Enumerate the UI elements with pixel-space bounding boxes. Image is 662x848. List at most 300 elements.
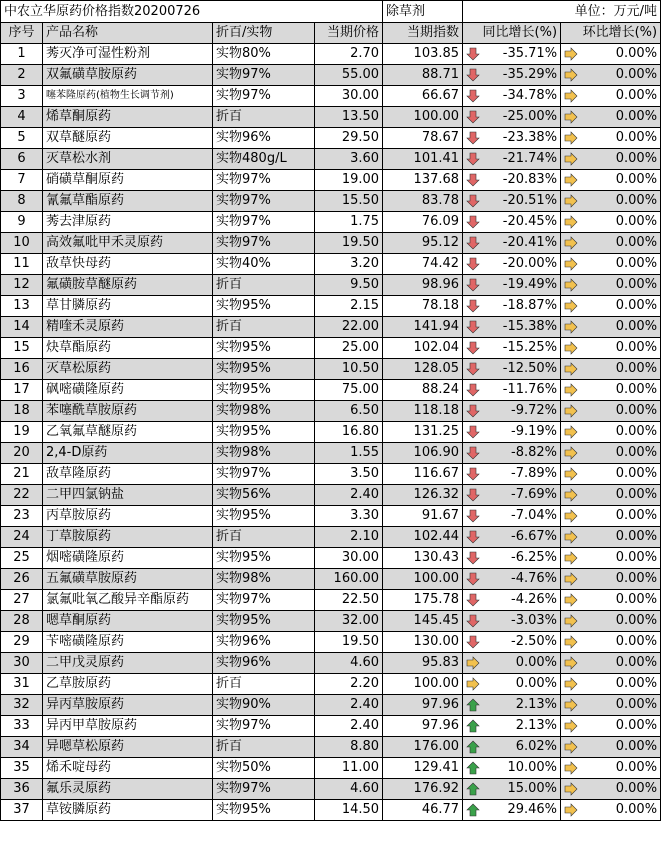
- table-row: [1, 296, 661, 317]
- arrow-up-icon: [466, 782, 480, 796]
- row-price: 22.50: [315, 590, 383, 611]
- row-price: 16.80: [315, 422, 383, 443]
- row-spec: 实物96%: [213, 653, 315, 674]
- row-spec: 折百: [213, 737, 315, 758]
- arrow-right-icon: [564, 341, 578, 355]
- arrow-right-icon: [466, 677, 480, 691]
- arrow-down-icon: [466, 194, 480, 208]
- row-mom: [561, 107, 661, 128]
- row-index: 126.32: [383, 485, 463, 506]
- arrow-down-icon: [466, 488, 480, 502]
- row-index: 78.67: [383, 128, 463, 149]
- row-name: 氯氟吡氧乙酸异辛酯原药: [43, 590, 213, 611]
- row-mom: [561, 695, 661, 716]
- arrow-right-icon: [564, 467, 578, 481]
- row-yoy: [463, 800, 561, 821]
- arrow-right-icon: [564, 698, 578, 712]
- row-yoy-value: -35.29%: [502, 67, 558, 82]
- row-price: 75.00: [315, 380, 383, 401]
- row-price: 1.55: [315, 443, 383, 464]
- row-mom-value: 0.00%: [615, 298, 658, 313]
- title-row: [1, 1, 661, 23]
- row-index: 102.44: [383, 527, 463, 548]
- row-spec: 实物95%: [213, 548, 315, 569]
- row-no: 9: [1, 212, 43, 233]
- row-index: 176.92: [383, 779, 463, 800]
- arrow-right-icon: [564, 131, 578, 145]
- row-index: 129.41: [383, 758, 463, 779]
- table-row: [1, 737, 661, 758]
- row-mom: [561, 44, 661, 65]
- row-spec: 实物95%: [213, 800, 315, 821]
- arrow-right-icon: [564, 782, 578, 796]
- row-name: 异嗯草松原药: [43, 737, 213, 758]
- row-mom-value: 0.00%: [615, 151, 658, 166]
- row-price: 25.00: [315, 338, 383, 359]
- row-spec: 实物95%: [213, 338, 315, 359]
- row-mom-value: 0.00%: [615, 67, 658, 82]
- arrow-down-icon: [466, 320, 480, 334]
- row-spec: 折百: [213, 674, 315, 695]
- row-yoy: [463, 170, 561, 191]
- row-index: 116.67: [383, 464, 463, 485]
- row-spec: 实物95%: [213, 359, 315, 380]
- row-index: 46.77: [383, 800, 463, 821]
- row-name: 二甲戊灵原药: [43, 653, 213, 674]
- row-mom: [561, 86, 661, 107]
- row-name: 灭草松原药: [43, 359, 213, 380]
- row-yoy-value: -20.51%: [502, 193, 558, 208]
- row-name: 莠灭净可湿性粉剂: [43, 44, 213, 65]
- row-mom: [561, 737, 661, 758]
- row-yoy: [463, 758, 561, 779]
- row-mom-value: 0.00%: [615, 550, 658, 565]
- row-spec: 实物80%: [213, 44, 315, 65]
- arrow-up-icon: [466, 803, 480, 817]
- row-mom-value: 0.00%: [615, 739, 658, 754]
- table-row: [1, 191, 661, 212]
- row-price: 2.40: [315, 485, 383, 506]
- arrow-down-icon: [466, 635, 480, 649]
- row-yoy: [463, 674, 561, 695]
- row-index: 97.96: [383, 695, 463, 716]
- row-yoy-value: -21.74%: [502, 151, 558, 166]
- arrow-up-icon: [466, 698, 480, 712]
- row-index: 83.78: [383, 191, 463, 212]
- row-yoy-value: 0.00%: [515, 676, 558, 691]
- row-price: 3.60: [315, 149, 383, 170]
- arrow-down-icon: [466, 362, 480, 376]
- row-yoy-value: 10.00%: [507, 760, 558, 775]
- row-no: 19: [1, 422, 43, 443]
- arrow-right-icon: [564, 719, 578, 733]
- row-price: 30.00: [315, 86, 383, 107]
- row-no: 31: [1, 674, 43, 695]
- row-spec: 实物97%: [213, 170, 315, 191]
- row-name: 嗯草酮原药: [43, 611, 213, 632]
- row-mom: [561, 716, 661, 737]
- arrow-down-icon: [466, 47, 480, 61]
- arrow-down-icon: [466, 236, 480, 250]
- row-no: 11: [1, 254, 43, 275]
- table-row: [1, 170, 661, 191]
- table-row: [1, 338, 661, 359]
- row-spec: 折百: [213, 107, 315, 128]
- row-yoy-value: -12.50%: [502, 361, 558, 376]
- row-yoy: [463, 695, 561, 716]
- row-no: 13: [1, 296, 43, 317]
- row-index: 100.00: [383, 107, 463, 128]
- row-no: 29: [1, 632, 43, 653]
- row-mom-value: 0.00%: [615, 760, 658, 775]
- row-name: 砜嘧磺隆原药: [43, 380, 213, 401]
- row-no: 24: [1, 527, 43, 548]
- row-price: 13.50: [315, 107, 383, 128]
- arrow-right-icon: [466, 656, 480, 670]
- row-mom-value: 0.00%: [615, 130, 658, 145]
- table-row: [1, 422, 661, 443]
- row-yoy: [463, 737, 561, 758]
- row-mom-value: 0.00%: [615, 340, 658, 355]
- table-row: [1, 359, 661, 380]
- row-yoy-value: -20.00%: [502, 256, 558, 271]
- row-mom-value: 0.00%: [615, 781, 658, 796]
- row-index: 176.00: [383, 737, 463, 758]
- row-no: 10: [1, 233, 43, 254]
- table-row: [1, 464, 661, 485]
- arrow-down-icon: [466, 278, 480, 292]
- row-name: 精喹禾灵原药: [43, 317, 213, 338]
- row-index: 74.42: [383, 254, 463, 275]
- row-name: 草铵膦原药: [43, 800, 213, 821]
- arrow-down-icon: [466, 257, 480, 271]
- row-name: 丙草胺原药: [43, 506, 213, 527]
- row-mom: [561, 422, 661, 443]
- row-spec: 实物90%: [213, 695, 315, 716]
- arrow-right-icon: [564, 194, 578, 208]
- row-price: 3.20: [315, 254, 383, 275]
- row-yoy-value: 2.13%: [515, 718, 558, 733]
- arrow-right-icon: [564, 740, 578, 754]
- row-mom-value: 0.00%: [615, 172, 658, 187]
- row-mom-value: 0.00%: [615, 802, 658, 817]
- row-price: 160.00: [315, 569, 383, 590]
- row-name: 硝磺草酮原药: [43, 170, 213, 191]
- row-index: 141.94: [383, 317, 463, 338]
- row-no: 6: [1, 149, 43, 170]
- arrow-right-icon: [564, 677, 578, 691]
- row-yoy: [463, 527, 561, 548]
- arrow-right-icon: [564, 761, 578, 775]
- header-price: 当期价格: [315, 23, 383, 44]
- row-index: 130.00: [383, 632, 463, 653]
- header-no: 序号: [1, 23, 43, 44]
- row-index: 66.67: [383, 86, 463, 107]
- row-price: 15.50: [315, 191, 383, 212]
- row-no: 17: [1, 380, 43, 401]
- row-price: 55.00: [315, 65, 383, 86]
- arrow-right-icon: [564, 215, 578, 229]
- row-mom: [561, 401, 661, 422]
- row-spec: 实物96%: [213, 632, 315, 653]
- row-spec: 实物97%: [213, 716, 315, 737]
- row-mom-value: 0.00%: [615, 718, 658, 733]
- row-yoy: [463, 422, 561, 443]
- row-yoy: [463, 44, 561, 65]
- row-yoy: [463, 653, 561, 674]
- row-price: 2.20: [315, 674, 383, 695]
- row-spec: 实物50%: [213, 758, 315, 779]
- row-price: 30.00: [315, 548, 383, 569]
- row-name: 高效氟吡甲禾灵原药: [43, 233, 213, 254]
- table-row: [1, 485, 661, 506]
- row-mom: [561, 548, 661, 569]
- row-yoy-value: -20.83%: [502, 172, 558, 187]
- row-price: 4.60: [315, 779, 383, 800]
- row-mom-value: 0.00%: [615, 403, 658, 418]
- arrow-down-icon: [466, 341, 480, 355]
- row-mom-value: 0.00%: [615, 319, 658, 334]
- arrow-down-icon: [466, 446, 480, 460]
- row-name: 乙氧氟草醚原药: [43, 422, 213, 443]
- table-row: [1, 695, 661, 716]
- row-spec: 实物480g/L: [213, 149, 315, 170]
- row-yoy-value: -2.50%: [511, 634, 558, 649]
- arrow-up-icon: [466, 761, 480, 775]
- row-yoy: [463, 191, 561, 212]
- row-yoy-value: -25.00%: [502, 109, 558, 124]
- row-yoy: [463, 485, 561, 506]
- row-name: 炔草酯原药: [43, 338, 213, 359]
- row-name: 二甲四氯钠盐: [43, 485, 213, 506]
- row-mom: [561, 632, 661, 653]
- table-row: [1, 128, 661, 149]
- table-row: [1, 317, 661, 338]
- row-spec: 实物56%: [213, 485, 315, 506]
- arrow-right-icon: [564, 488, 578, 502]
- unit-label: 单位：万元/吨: [463, 1, 661, 23]
- row-price: 29.50: [315, 128, 383, 149]
- row-index: 102.04: [383, 338, 463, 359]
- table-row: [1, 527, 661, 548]
- row-yoy: [463, 506, 561, 527]
- row-mom-value: 0.00%: [615, 529, 658, 544]
- row-price: 1.75: [315, 212, 383, 233]
- row-price: 11.00: [315, 758, 383, 779]
- row-mom: [561, 485, 661, 506]
- arrow-down-icon: [466, 299, 480, 313]
- row-yoy-value: -6.67%: [511, 529, 558, 544]
- row-mom: [561, 338, 661, 359]
- arrow-right-icon: [564, 257, 578, 271]
- header-yoy: 同比增长(%): [463, 23, 561, 44]
- row-no: 23: [1, 506, 43, 527]
- row-no: 26: [1, 569, 43, 590]
- row-spec: 实物97%: [213, 590, 315, 611]
- row-yoy-value: 15.00%: [507, 781, 558, 796]
- row-index: 145.45: [383, 611, 463, 632]
- row-index: 101.41: [383, 149, 463, 170]
- row-yoy: [463, 464, 561, 485]
- header-index: 当期指数: [383, 23, 463, 44]
- row-index: 91.67: [383, 506, 463, 527]
- header-mom: 环比增长(%): [561, 23, 661, 44]
- row-index: 128.05: [383, 359, 463, 380]
- row-yoy-value: -18.87%: [502, 298, 558, 313]
- row-yoy: [463, 254, 561, 275]
- row-index: 100.00: [383, 674, 463, 695]
- row-index: 88.24: [383, 380, 463, 401]
- arrow-right-icon: [564, 383, 578, 397]
- table-row: [1, 653, 661, 674]
- row-mom-value: 0.00%: [615, 46, 658, 61]
- category-label: 除草剂: [383, 1, 463, 23]
- row-mom: [561, 296, 661, 317]
- row-yoy: [463, 611, 561, 632]
- row-yoy-value: 0.00%: [515, 655, 558, 670]
- row-yoy-value: -7.69%: [511, 487, 558, 502]
- row-index: 137.68: [383, 170, 463, 191]
- row-no: 8: [1, 191, 43, 212]
- table-row: [1, 611, 661, 632]
- row-no: 21: [1, 464, 43, 485]
- row-yoy-value: -7.89%: [511, 466, 558, 481]
- row-price: 2.70: [315, 44, 383, 65]
- row-spec: 实物40%: [213, 254, 315, 275]
- row-name: 敌草快母药: [43, 254, 213, 275]
- row-mom: [561, 464, 661, 485]
- row-spec: 实物95%: [213, 506, 315, 527]
- row-no: 20: [1, 443, 43, 464]
- row-mom-value: 0.00%: [615, 676, 658, 691]
- arrow-right-icon: [564, 362, 578, 376]
- row-price: 9.50: [315, 275, 383, 296]
- row-price: 22.00: [315, 317, 383, 338]
- row-spec: 实物97%: [213, 464, 315, 485]
- row-price: 3.30: [315, 506, 383, 527]
- row-yoy: [463, 590, 561, 611]
- row-yoy: [463, 296, 561, 317]
- row-name: 烯禾啶母药: [43, 758, 213, 779]
- row-index: 118.18: [383, 401, 463, 422]
- row-yoy-value: -20.45%: [502, 214, 558, 229]
- row-name: 双氟磺草胺原药: [43, 65, 213, 86]
- row-no: 7: [1, 170, 43, 191]
- row-spec: 实物98%: [213, 401, 315, 422]
- row-price: 19.00: [315, 170, 383, 191]
- table-row: [1, 401, 661, 422]
- row-name: 噻苯隆原药(植物生长调节剂): [43, 86, 213, 107]
- arrow-right-icon: [564, 278, 578, 292]
- row-price: 6.50: [315, 401, 383, 422]
- arrow-right-icon: [564, 236, 578, 250]
- row-price: 3.50: [315, 464, 383, 485]
- row-mom: [561, 674, 661, 695]
- row-index: 131.25: [383, 422, 463, 443]
- row-mom: [561, 506, 661, 527]
- row-price: 10.50: [315, 359, 383, 380]
- row-mom-value: 0.00%: [615, 655, 658, 670]
- row-index: 103.85: [383, 44, 463, 65]
- row-yoy: [463, 86, 561, 107]
- row-mom: [561, 653, 661, 674]
- row-name: 草甘膦原药: [43, 296, 213, 317]
- table-row: [1, 800, 661, 821]
- row-yoy: [463, 149, 561, 170]
- row-yoy-value: -23.38%: [502, 130, 558, 145]
- row-mom-value: 0.00%: [615, 235, 658, 250]
- row-price: 2.40: [315, 716, 383, 737]
- row-yoy: [463, 128, 561, 149]
- row-price: 8.80: [315, 737, 383, 758]
- arrow-up-icon: [466, 740, 480, 754]
- arrow-down-icon: [466, 152, 480, 166]
- table-row: [1, 65, 661, 86]
- row-spec: 实物97%: [213, 212, 315, 233]
- row-spec: 实物95%: [213, 380, 315, 401]
- table-row: [1, 569, 661, 590]
- row-mom: [561, 380, 661, 401]
- row-name: 烟嘧磺隆原药: [43, 548, 213, 569]
- row-no: 30: [1, 653, 43, 674]
- header-row: [1, 23, 661, 44]
- arrow-down-icon: [466, 593, 480, 607]
- row-mom-value: 0.00%: [615, 88, 658, 103]
- row-index: 88.71: [383, 65, 463, 86]
- arrow-right-icon: [564, 803, 578, 817]
- row-mom-value: 0.00%: [615, 445, 658, 460]
- row-mom: [561, 611, 661, 632]
- table-row: [1, 86, 661, 107]
- table-row: [1, 716, 661, 737]
- arrow-down-icon: [466, 509, 480, 523]
- row-no: 22: [1, 485, 43, 506]
- row-name: 异丙甲草胺原药: [43, 716, 213, 737]
- row-mom-value: 0.00%: [615, 424, 658, 439]
- row-mom-value: 0.00%: [615, 634, 658, 649]
- row-price: 4.60: [315, 653, 383, 674]
- row-spec: 实物97%: [213, 191, 315, 212]
- row-spec: 实物95%: [213, 611, 315, 632]
- arrow-down-icon: [466, 131, 480, 145]
- header-name: 产品名称: [43, 23, 213, 44]
- row-index: 100.00: [383, 569, 463, 590]
- arrow-down-icon: [466, 614, 480, 628]
- row-yoy-value: -9.72%: [511, 403, 558, 418]
- arrow-down-icon: [466, 404, 480, 418]
- arrow-right-icon: [564, 47, 578, 61]
- arrow-up-icon: [466, 719, 480, 733]
- row-mom: [561, 359, 661, 380]
- arrow-down-icon: [466, 551, 480, 565]
- row-yoy: [463, 65, 561, 86]
- row-price: 2.10: [315, 527, 383, 548]
- row-spec: 实物97%: [213, 65, 315, 86]
- row-mom-value: 0.00%: [615, 466, 658, 481]
- row-name: 异丙草胺原药: [43, 695, 213, 716]
- table-row: [1, 779, 661, 800]
- row-index: 97.96: [383, 716, 463, 737]
- row-yoy-value: -9.19%: [511, 424, 558, 439]
- arrow-down-icon: [466, 173, 480, 187]
- row-yoy-value: -15.38%: [502, 319, 558, 334]
- row-yoy-value: -20.41%: [502, 235, 558, 250]
- row-yoy: [463, 443, 561, 464]
- row-index: 78.18: [383, 296, 463, 317]
- arrow-down-icon: [466, 89, 480, 103]
- row-name: 敌草隆原药: [43, 464, 213, 485]
- row-mom-value: 0.00%: [615, 361, 658, 376]
